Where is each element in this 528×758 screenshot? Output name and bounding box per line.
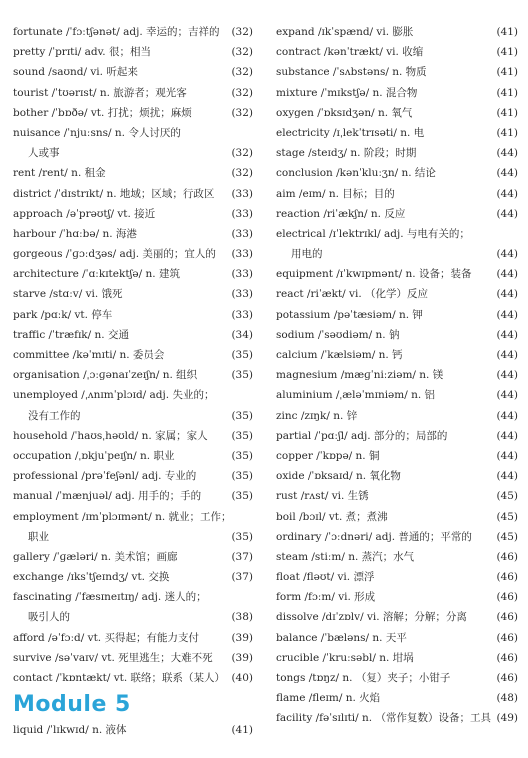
entry-text: 吸引人的	[28, 611, 70, 624]
entry-text: sodium /ˈsəʊdiəm/ n. 钠	[276, 328, 400, 341]
entry-page-ref: (45)	[496, 510, 518, 523]
entry-text: calcium /ˈkælsiəm/ n. 钙	[276, 349, 403, 361]
vocab-entry	[13, 720, 253, 740]
vocab-entry	[276, 648, 518, 668]
vocab-entry	[276, 426, 518, 446]
entry-page-ref: (41)	[496, 86, 518, 99]
right-column	[276, 22, 518, 729]
entry-text: conclusion /kənˈkluːʒn/ n. 结论	[276, 167, 436, 180]
vocab-entry	[13, 587, 253, 607]
vocab-entry	[13, 628, 253, 648]
entry-page-ref: (46)	[496, 591, 518, 604]
vocab-entry	[276, 264, 518, 284]
entry-page-ref: (44)	[496, 167, 518, 180]
vocab-entry	[276, 708, 518, 728]
left-after-heading-entries	[13, 720, 253, 740]
entry-text: oxygen /ˈɒksɪdʒən/ n. 氧气	[276, 106, 413, 119]
entry-page-ref: (35)	[231, 369, 253, 382]
entry-page-ref: (37)	[231, 571, 253, 584]
entry-text: manual /ˈmænjuəl/ adj. 用手的；手的	[13, 490, 202, 503]
entry-text: unemployed /ˌʌnɪmˈplɔɪd/ adj. 失业的；	[13, 389, 215, 402]
entry-text: 职业	[28, 530, 49, 543]
vocab-entry	[276, 486, 518, 506]
entry-page-ref: (46)	[496, 631, 518, 644]
entry-page-ref: (33)	[231, 207, 253, 220]
vocab-entry	[276, 224, 518, 244]
vocab-entry	[276, 466, 518, 486]
entry-page-ref: (44)	[496, 409, 518, 422]
entry-page-ref: (32)	[231, 86, 253, 99]
vocab-entry	[13, 42, 253, 62]
entry-page-ref: (32)	[231, 66, 253, 79]
vocab-entry	[13, 83, 253, 103]
entry-text: rent /rent/ n. 租金	[13, 167, 106, 180]
vocab-entry	[13, 365, 253, 385]
entry-text: harbour /ˈhɑːbə/ n. 海港	[13, 227, 137, 240]
entry-page-ref: (44)	[496, 308, 518, 321]
entry-page-ref: (32)	[231, 147, 253, 160]
entry-page-ref: (44)	[496, 268, 518, 281]
entry-page-ref: (46)	[496, 672, 518, 684]
entry-page-ref: (37)	[231, 550, 253, 563]
entry-text: expand /ɪkˈspænd/ vi. 膨胀	[276, 26, 414, 38]
module-heading: Module 5	[13, 692, 131, 718]
entry-text: electricity /ɪˌlekˈtrɪsəti/ n. 电	[276, 126, 425, 139]
entry-text: substance /ˈsʌbstəns/ n. 物质	[276, 66, 427, 79]
entry-page-ref: (35)	[231, 490, 253, 503]
entry-text: flame /fleɪm/ n. 火焰	[276, 692, 381, 705]
entry-text: dissolve /dɪˈzɒlv/ vi. 溶解；分解；分离	[276, 611, 467, 624]
vocab-entry	[13, 284, 253, 304]
entry-text: nuisance /ˈnjuːsns/ n. 令人讨厌的	[13, 126, 181, 139]
vocab-entry	[276, 22, 518, 42]
vocab-entry	[13, 103, 253, 123]
entry-page-ref: (41)	[496, 106, 518, 119]
entry-text: pretty /ˈprɪti/ adv. 很；相当	[13, 46, 151, 59]
vocab-entry	[13, 486, 253, 506]
entry-page-ref: (46)	[496, 651, 518, 664]
vocab-entry	[13, 607, 253, 627]
entry-page-ref: (38)	[231, 611, 253, 624]
entry-text: aim /eɪm/ n. 目标；目的	[276, 187, 395, 200]
entry-text: electrical /ɪˈlektrɪkl/ adj. 与电有关的；	[276, 227, 470, 240]
vocab-entry	[13, 22, 253, 42]
vocab-entry	[13, 184, 253, 204]
entry-page-ref: (32)	[231, 167, 253, 180]
vocab-entry	[276, 143, 518, 163]
entry-text: boil /bɔɪl/ vt. 煮；煮沸	[276, 510, 388, 523]
entry-text: aluminium /ˌæləˈmɪniəm/ n. 铝	[276, 389, 436, 402]
vocab-entry	[13, 567, 253, 587]
entry-text: float /fləʊt/ vi. 漂浮	[276, 571, 375, 584]
entry-page-ref: (44)	[496, 207, 518, 220]
left-entries	[13, 22, 253, 688]
entry-text: contract /kənˈtrækt/ vi. 收缩	[276, 46, 424, 59]
vocab-entry	[276, 305, 518, 325]
entry-page-ref: (39)	[231, 651, 253, 664]
entry-text: district /ˈdɪstrɪkt/ n. 地域；区域；行政区	[13, 187, 215, 200]
left-column	[13, 22, 253, 740]
vocab-entry	[276, 527, 518, 547]
vocab-entry	[276, 204, 518, 224]
entry-page-ref: (46)	[496, 571, 518, 584]
entry-page-ref: (44)	[496, 429, 518, 442]
entry-text: potassium /pəˈtæsiəm/ n. 钾	[276, 308, 423, 321]
entry-page-ref: (33)	[231, 288, 253, 301]
entry-text: starve /stɑːv/ vi. 饿死	[13, 288, 123, 301]
vocab-entry	[13, 385, 253, 405]
vocab-entry	[276, 42, 518, 62]
entry-page-ref: (35)	[231, 349, 253, 361]
entry-page-ref: (32)	[231, 46, 253, 59]
entry-page-ref: (45)	[496, 490, 518, 503]
vocab-entry	[13, 406, 253, 426]
entry-text: react /riˈækt/ vi. （化学）反应	[276, 288, 429, 301]
vocab-entry	[276, 446, 518, 466]
vocab-entry	[13, 446, 253, 466]
entry-text: tongs /tɒŋz/ n. （复）夹子；小钳子	[276, 672, 451, 684]
vocab-entry	[13, 62, 253, 82]
entry-page-ref: (49)	[496, 712, 518, 725]
vocab-entry	[276, 688, 518, 708]
entry-text: employment /ɪmˈplɔɪmənt/ n. 就业；工作；	[13, 510, 232, 523]
vocab-entry	[13, 163, 253, 183]
entry-page-ref: (41)	[231, 724, 253, 737]
entry-text: ordinary /ˈɔːdnəri/ adj. 普通的；平常的	[276, 530, 472, 543]
vocab-entry	[13, 264, 253, 284]
vocab-entry	[276, 547, 518, 567]
vocab-entry	[13, 466, 253, 486]
entry-text: tourist /ˈtʊərɪst/ n. 旅游者；观光客	[13, 86, 187, 99]
vocab-entry	[13, 668, 253, 688]
vocab-entry	[13, 123, 253, 143]
entry-page-ref: (35)	[231, 429, 253, 442]
vocab-entry	[276, 406, 518, 426]
entry-page-ref: (44)	[496, 470, 518, 483]
entry-text: facility /fəˈsɪlɪti/ n. （常作复数）设备；工具	[276, 712, 491, 725]
vocab-entry	[13, 426, 253, 446]
entry-page-ref: (48)	[496, 692, 518, 705]
entry-page-ref: (44)	[496, 248, 518, 261]
entry-text: organisation /ˌɔːɡənaɪˈzeɪʃn/ n. 组织	[13, 369, 198, 382]
entry-text: 人或事	[28, 147, 60, 160]
vocab-entry	[276, 385, 518, 405]
entry-text: survive /səˈvaɪv/ vt. 死里逃生；大难不死	[13, 651, 213, 664]
entry-text: oxide /ˈɒksaɪd/ n. 氧化物	[276, 470, 401, 483]
entry-text: mixture /ˈmɪkstʃə/ n. 混合物	[276, 86, 418, 99]
vocab-entry	[276, 83, 518, 103]
entry-text: 用电的	[291, 248, 323, 261]
entry-page-ref: (33)	[231, 248, 253, 261]
vocab-entry	[276, 103, 518, 123]
vocab-entry	[276, 284, 518, 304]
vocab-entry	[13, 224, 253, 244]
entry-text: balance /ˈbæləns/ n. 天平	[276, 631, 407, 644]
entry-page-ref: (32)	[231, 26, 253, 38]
entry-text: exchange /ɪksˈtʃeɪndʒ/ vt. 交换	[13, 571, 170, 584]
entry-page-ref: (32)	[231, 106, 253, 119]
vocab-entry	[276, 668, 518, 688]
vocab-entry	[13, 527, 253, 547]
entry-page-ref: (33)	[231, 187, 253, 200]
entry-page-ref: (39)	[231, 631, 253, 644]
vocab-entry	[13, 325, 253, 345]
entry-text: 没有工作的	[28, 409, 81, 422]
entry-page-ref: (41)	[496, 46, 518, 59]
entry-text: bother /ˈbɒðə/ vt. 打扰；烦扰；麻烦	[13, 106, 192, 119]
entry-page-ref: (44)	[496, 187, 518, 200]
entry-text: sound /saʊnd/ vi. 听起来	[13, 66, 138, 79]
entry-page-ref: (41)	[496, 66, 518, 79]
entry-page-ref: (44)	[496, 449, 518, 462]
entry-page-ref: (35)	[231, 530, 253, 543]
entry-text: stage /steɪdʒ/ n. 阶段；时期	[276, 147, 417, 160]
vocab-entry	[13, 547, 253, 567]
entry-text: fascinating /ˈfæsɪneɪtɪŋ/ adj. 迷人的；	[13, 591, 207, 604]
entry-page-ref: (41)	[496, 26, 518, 38]
entry-page-ref: (33)	[231, 227, 253, 240]
entry-page-ref: (46)	[496, 611, 518, 624]
vocab-entry	[13, 204, 253, 224]
entry-page-ref: (46)	[496, 550, 518, 563]
entry-text: crucible /ˈkruːsəbl/ n. 坩埚	[276, 651, 414, 664]
entry-text: copper /ˈkɒpə/ n. 铜	[276, 449, 380, 462]
entry-text: reaction /riˈækʃn/ n. 反应	[276, 207, 406, 220]
vocab-entry	[276, 345, 518, 365]
vocab-entry	[276, 607, 518, 627]
entry-page-ref: (44)	[496, 147, 518, 160]
entry-text: fortunate /ˈfɔːtʃənət/ adj. 幸运的；吉祥的	[13, 26, 220, 38]
vocab-entry	[276, 628, 518, 648]
vocab-entry	[276, 587, 518, 607]
vocab-entry	[276, 123, 518, 143]
vocab-entry	[13, 305, 253, 325]
entry-text: steam /stiːm/ n. 蒸汽；水气	[276, 550, 415, 563]
vocab-entry	[276, 365, 518, 385]
vocab-entry	[276, 163, 518, 183]
entry-text: partial /ˈpɑːʃl/ adj. 部分的；局部的	[276, 429, 448, 442]
entry-text: form /fɔːm/ vi. 形成	[276, 591, 376, 604]
entry-text: afford /əˈfɔːd/ vt. 买得起；有能力支付	[13, 631, 199, 644]
entry-text: magnesium /mæɡˈniːziəm/ n. 镁	[276, 369, 444, 382]
vocab-entry	[276, 325, 518, 345]
vocab-entry	[276, 184, 518, 204]
right-entries	[276, 22, 518, 729]
entry-page-ref: (35)	[231, 409, 253, 422]
entry-page-ref: (35)	[231, 470, 253, 483]
vocab-entry	[13, 244, 253, 264]
entry-text: household /ˈhaʊsˌhəʊld/ n. 家属；家人	[13, 429, 208, 442]
vocab-entry	[276, 567, 518, 587]
entry-text: park /pɑːk/ vt. 停车	[13, 308, 113, 321]
entry-text: architecture /ˈɑːkɪtektʃə/ n. 建筑	[13, 268, 180, 281]
entry-text: occupation /ˌɒkjuˈpeɪʃn/ n. 职业	[13, 449, 175, 462]
entry-page-ref: (33)	[231, 308, 253, 321]
entry-page-ref: (45)	[496, 530, 518, 543]
entry-text: committee /kəˈmɪti/ n. 委员会	[13, 349, 165, 361]
entry-text: zinc /zɪŋk/ n. 锌	[276, 409, 358, 422]
entry-page-ref: (33)	[231, 268, 253, 281]
vocab-entry	[276, 62, 518, 82]
vocab-entry	[13, 345, 253, 365]
entry-text: rust /rʌst/ vi. 生锈	[276, 490, 369, 503]
entry-text: approach /əˈprəʊtʃ/ vt. 接近	[13, 207, 156, 220]
entry-page-ref: (40)	[231, 672, 253, 684]
vocab-entry	[13, 143, 253, 163]
vocab-entry	[13, 507, 253, 527]
entry-text: traffic /ˈtræfɪk/ n. 交通	[13, 328, 129, 341]
entry-text: contact /ˈkɒntækt/ vt. 联络；联系（某人）	[13, 672, 226, 684]
entry-text: gallery /ˈɡæləri/ n. 美术馆；画廊	[13, 550, 178, 563]
vocab-entry	[13, 648, 253, 668]
entry-text: professional /prəˈfeʃənl/ adj. 专业的	[13, 470, 197, 483]
entry-page-ref: (44)	[496, 369, 518, 382]
entry-text: liquid /ˈlɪkwɪd/ n. 液体	[13, 724, 127, 737]
entry-page-ref: (34)	[231, 328, 253, 341]
entry-text: equipment /ɪˈkwɪpmənt/ n. 设备；装备	[276, 268, 472, 281]
entry-page-ref: (44)	[496, 389, 518, 402]
entry-page-ref: (41)	[496, 126, 518, 139]
vocab-entry	[276, 507, 518, 527]
entry-page-ref: (44)	[496, 349, 518, 361]
entry-page-ref: (44)	[496, 328, 518, 341]
entry-page-ref: (44)	[496, 288, 518, 301]
vocab-entry	[276, 244, 518, 264]
entry-page-ref: (35)	[231, 449, 253, 462]
entry-text: gorgeous /ˈɡɔːdʒəs/ adj. 美丽的；宜人的	[13, 248, 216, 261]
